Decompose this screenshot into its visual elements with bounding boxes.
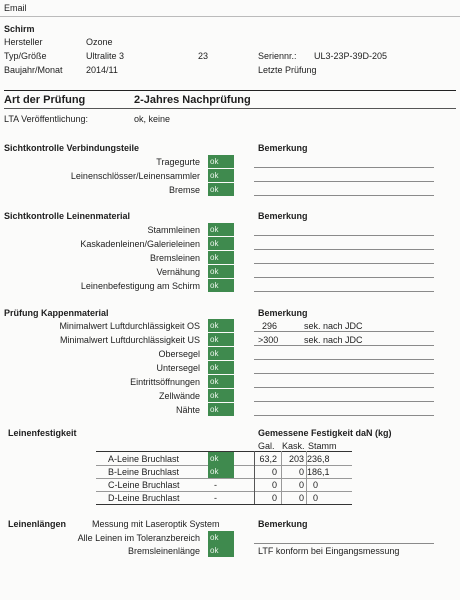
permeability-unit: sek. nach JDC [304, 321, 363, 331]
section1-remark: Bemerkung [258, 143, 308, 153]
s2-row-label: Vernähung [156, 267, 200, 277]
status-ok-badge: ok [208, 279, 234, 292]
section1-title: Sichtkontrolle Verbindungsteile [4, 143, 140, 153]
table-row-label: B-Leine Bruchlast [108, 467, 180, 477]
typ-label: Typ/Größe [4, 51, 47, 61]
remark-line [254, 235, 434, 236]
s2-row-label: Bremsleinen [149, 253, 200, 263]
s3-row-label: Minimalwert Luftdurchlässigkeit OS [59, 321, 200, 331]
s3-row-label: Eintrittsöffnungen [130, 377, 200, 387]
status-ok-badge: ok [208, 544, 234, 557]
letzte-pruefung-label: Letzte Prüfung [258, 65, 317, 75]
status-ok-badge: ok [208, 403, 234, 416]
table-row-label: D-Leine Bruchlast [108, 493, 180, 503]
s1-row-label: Leinenschlösser/Leinensammler [70, 171, 200, 181]
s3-row-label: Obersegel [158, 349, 200, 359]
s5-row-label: Alle Leinen im Toleranzbereich [77, 533, 200, 543]
status-ok-badge: ok [208, 465, 234, 478]
status-dash: - [214, 480, 217, 490]
cell-gal: 0 [271, 493, 277, 503]
remark-line [254, 249, 434, 250]
table-rule [96, 491, 352, 492]
s1-row-label: Bremse [168, 185, 200, 195]
s3-row-label: Untersegel [156, 363, 200, 373]
status-ok-badge: ok [208, 251, 234, 264]
serien-label: Seriennr.: [258, 51, 297, 61]
s3-row-label: Nähte [175, 405, 200, 415]
status-ok-badge: ok [208, 169, 234, 182]
col-header-gal: Gal. [258, 441, 275, 451]
col-header-stamm: Stamm [308, 441, 337, 451]
permeability-unit: sek. nach JDC [304, 335, 363, 345]
status-ok-badge: ok [208, 237, 234, 250]
lta-value: ok, keine [134, 114, 171, 124]
hersteller-value: Ozone [86, 37, 113, 47]
lta-label: LTA Veröffentlichung: [4, 114, 89, 124]
cell-stamm: 236,8 [307, 454, 330, 464]
baujahr-value: 2014/11 [86, 65, 118, 75]
remark-line [254, 181, 434, 182]
cell-gal: 63,2 [259, 454, 277, 464]
remark-line [254, 373, 434, 374]
status-ok-badge: ok [208, 389, 234, 402]
remark-line [254, 195, 434, 196]
status-ok-badge: ok [208, 452, 234, 465]
s2-row-label: Stammleinen [147, 225, 200, 235]
cell-stamm: 186,1 [307, 467, 330, 477]
serien-value: UL3-23P-39D-205 [314, 51, 388, 61]
remark-line [254, 291, 434, 292]
table-row-label: C-Leine Bruchlast [108, 480, 180, 490]
status-ok-badge: ok [208, 265, 234, 278]
status-ok-badge: ok [208, 223, 234, 236]
remark-line [254, 415, 434, 416]
section2-remark: Bemerkung [258, 211, 308, 221]
remark-line [254, 263, 434, 264]
section4-title: Leinenfestigkeit [8, 428, 77, 438]
cell-kask: 0 [298, 493, 304, 503]
baujahr-label: Baujahr/Monat [4, 65, 63, 75]
pruefung-label: Art der Prüfung [4, 94, 86, 106]
table-rule [96, 504, 352, 505]
email-label: Email [4, 3, 27, 13]
status-ok-badge: ok [208, 375, 234, 388]
cell-gal: 0 [271, 480, 277, 490]
s1-row-label: Tragegurte [156, 157, 200, 167]
permeability-value: >300 [258, 335, 279, 345]
status-ok-badge: ok [208, 531, 234, 544]
remark-line [254, 331, 434, 332]
section3-remark: Bemerkung [258, 308, 308, 318]
size-value: 23 [198, 51, 209, 61]
typ-value: Ultralite 3 [86, 51, 125, 61]
cell-kask: 203 [288, 454, 304, 464]
remark-note: LTF konform bei Eingangsmessung [258, 546, 400, 556]
s2-row-label: Leinenbefestigung am Schirm [80, 281, 200, 291]
section2-title: Sichtkontrolle Leinenmaterial [4, 211, 131, 221]
cell-gal: 0 [271, 467, 277, 477]
schirm-heading: Schirm [4, 24, 35, 34]
remark-line [254, 277, 434, 278]
status-ok-badge: ok [208, 333, 234, 346]
cell-stamm: 0 [313, 493, 319, 503]
rule-top [4, 90, 456, 91]
remark-line [254, 345, 434, 346]
section5-subtitle: Messung mit Laseroptik System [92, 519, 220, 529]
section5-title: Leinenlängen [8, 519, 67, 529]
divider [0, 16, 460, 17]
hersteller-label: Hersteller [4, 37, 43, 47]
s3-row-label: Minimalwert Luftdurchlässigkeit US [59, 335, 200, 345]
status-ok-badge: ok [208, 155, 234, 168]
status-ok-badge: ok [208, 361, 234, 374]
s5-row-label: Bremsleinenlänge [127, 546, 200, 556]
section4-remark: Gemessene Festigkeit daN (kg) [258, 428, 392, 438]
table-row-label: A-Leine Bruchlast [108, 454, 180, 464]
table-rule [96, 478, 352, 479]
cell-kask: 0 [298, 480, 304, 490]
remark-line [254, 359, 434, 360]
remark-line [254, 543, 434, 544]
cell-kask: 0 [298, 467, 304, 477]
col-header-kask: Kask. [282, 441, 305, 451]
pruefung-value: 2-Jahres Nachprüfung [134, 94, 251, 106]
status-ok-badge: ok [208, 183, 234, 196]
s2-row-label: Kaskadenleinen/Galerieleinen [80, 239, 200, 249]
remark-line [254, 167, 434, 168]
rule-bottom [4, 108, 456, 109]
section5-remark: Bemerkung [258, 519, 308, 529]
status-ok-badge: ok [208, 347, 234, 360]
s3-row-label: Zellwände [158, 391, 200, 401]
permeability-value: 296 [262, 321, 278, 331]
status-dash: - [214, 493, 217, 503]
remark-line [254, 387, 434, 388]
status-ok-badge: ok [208, 319, 234, 332]
remark-line [254, 401, 434, 402]
section3-title: Prüfung Kappenmaterial [4, 308, 109, 318]
cell-stamm: 0 [313, 480, 319, 490]
